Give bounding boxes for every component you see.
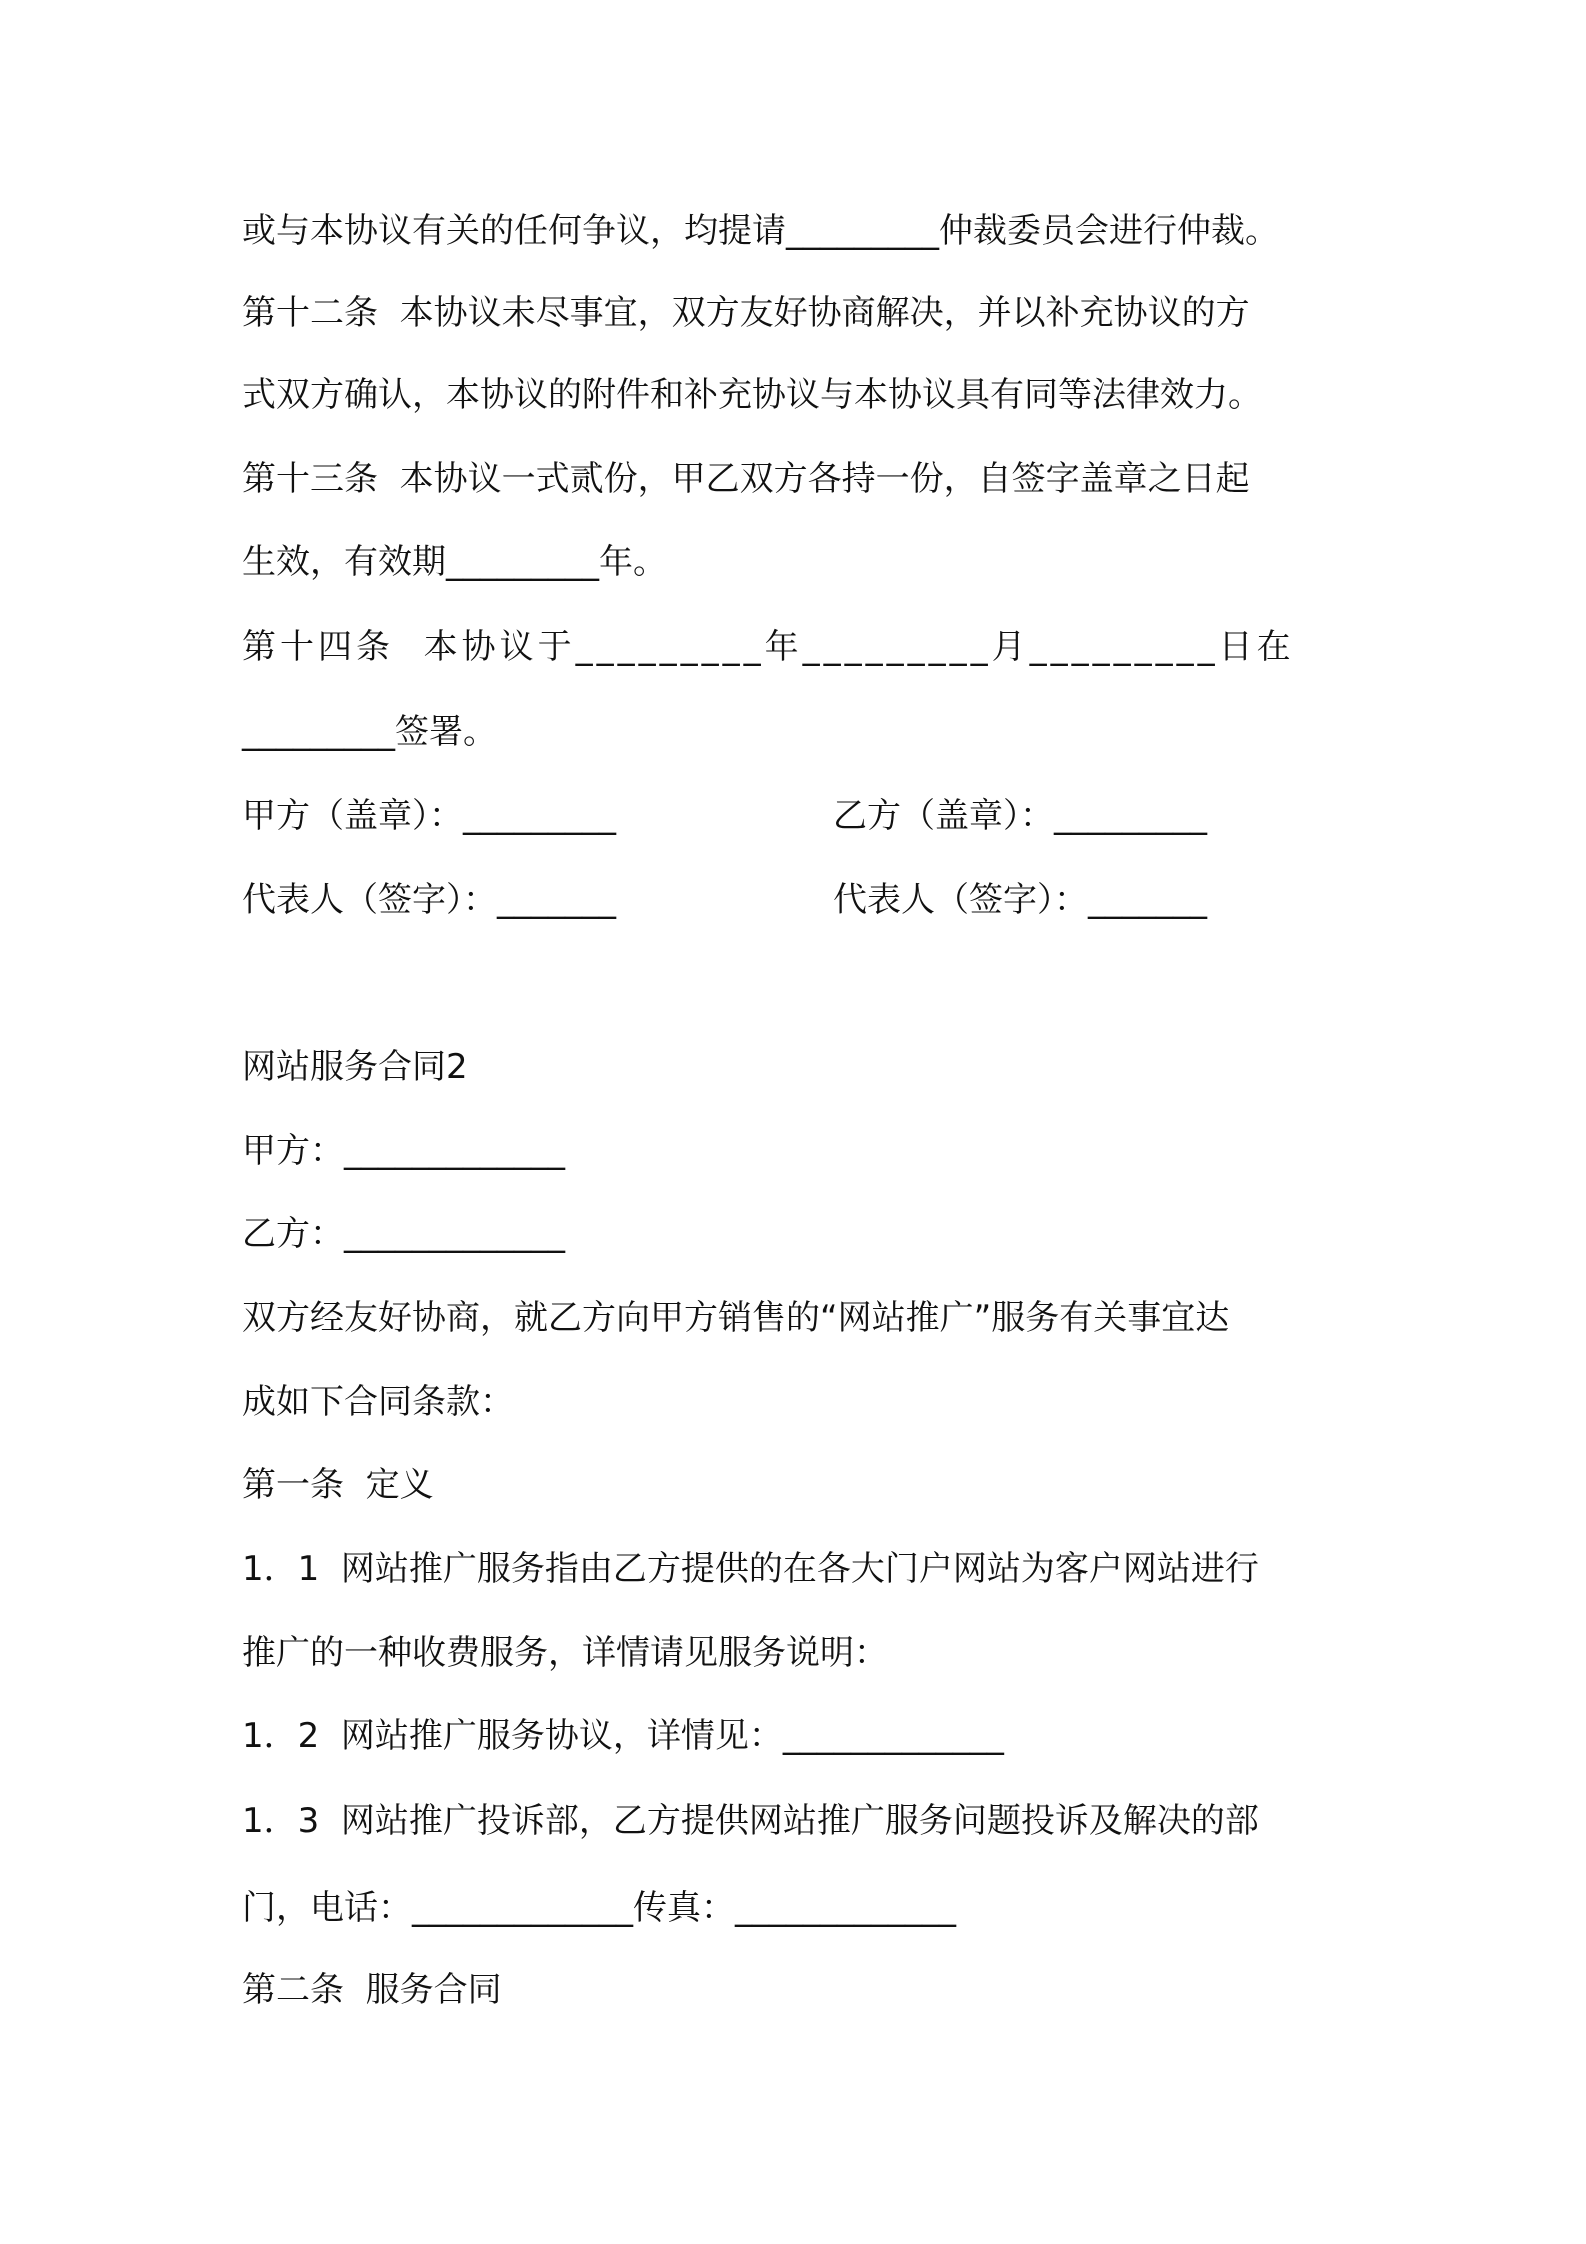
clause-11-tail: 或与本协议有关的任何争议，均提请_________仲裁委员会进行仲裁。 — [242, 211, 1279, 251]
clause-14-line-1: 第十四条 本协议于_________年_________月_________日在 — [242, 627, 1295, 667]
party-a-line: 甲方：_____________ — [242, 1131, 565, 1171]
clause-1-1-line-1: 1．1 网站推广服务指由乙方提供的在各大门户网站为客户网站进行 — [242, 1549, 1259, 1589]
clause-12-line-2: 式双方确认，本协议的附件和补充协议与本协议具有同等法律效力。 — [242, 375, 1262, 415]
clause-13-line-2: 生效，有效期_________年。 — [242, 542, 667, 582]
preamble-line-1: 双方经友好协商，就乙方向甲方销售的“网站推广”服务有关事宜达 — [242, 1298, 1230, 1338]
clause-1-3-line-2: 门，电话：_____________传真：_____________ — [242, 1888, 956, 1928]
article-2-heading: 第二条 服务合同 — [242, 1970, 502, 2010]
party-a-representative: 代表人（签字）：_______ — [242, 880, 616, 920]
contract2-title: 网站服务合同2 — [242, 1047, 468, 1087]
party-b-line: 乙方：_____________ — [242, 1214, 565, 1254]
clause-1-1-line-2: 推广的一种收费服务，详情请见服务说明： — [242, 1633, 888, 1673]
clause-1-3-line-1: 1．3 网站推广投诉部，乙方提供网站推广服务问题投诉及解决的部 — [242, 1801, 1259, 1841]
article-1-heading: 第一条 定义 — [242, 1465, 434, 1505]
party-a-seal: 甲方（盖章）：_________ — [242, 796, 616, 836]
clause-13-line-1: 第十三条 本协议一式贰份，甲乙双方各持一份，自签字盖章之日起 — [242, 459, 1250, 499]
clause-14-line-2: _________签署。 — [242, 712, 497, 752]
party-b-seal: 乙方（盖章）：_________ — [833, 796, 1207, 836]
clause-1-2: 1．2 网站推广服务协议，详情见：_____________ — [242, 1716, 1004, 1756]
clause-12-line-1: 第十二条 本协议未尽事宜，双方友好协商解决，并以补充协议的方 — [242, 293, 1250, 333]
preamble-line-2: 成如下合同条款： — [242, 1382, 514, 1422]
party-b-representative: 代表人（签字）：_______ — [833, 880, 1207, 920]
